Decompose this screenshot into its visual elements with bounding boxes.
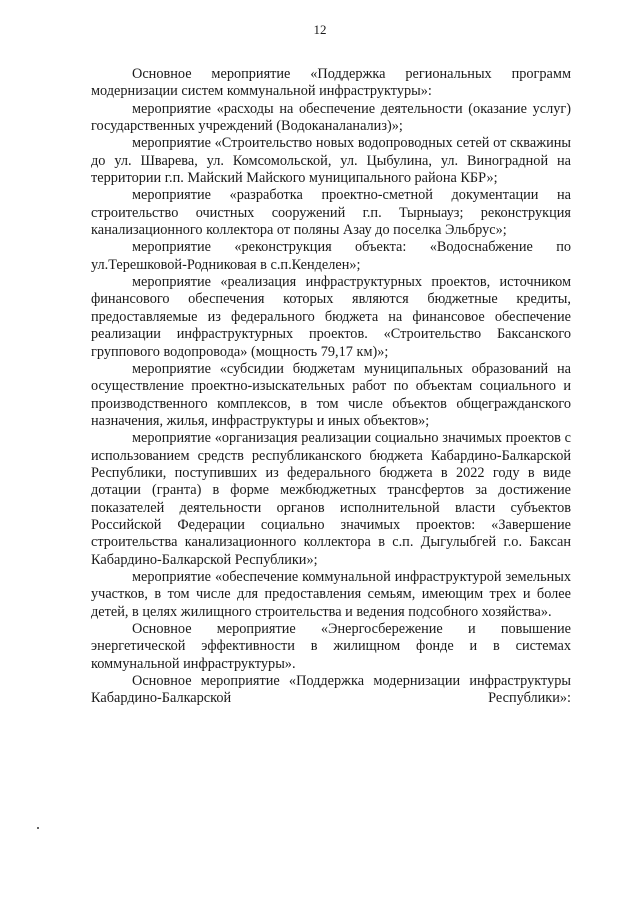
page-number: 12 [313,22,327,37]
paragraph-land-plots-infrastructure: мероприятие «обеспечение коммунальной инфраструктурой земельных участков, в том числе для предоставления семьям, имеющим трех и более детей, в целях жилищного строительства и ведения подсобного хозяйства». [91,568,571,620]
document-body [91,66,571,708]
paragraph-energy-saving: Основное мероприятие «Энергосбережение и повышение энергетической эффективности в жилищном фонде и в системах коммунальной инфраструктуры». [91,621,571,672]
paragraph-infrastructure-projects: мероприятие «реализация инфраструктурных проектов, источником финансового обеспечения которых являются бюджетные кредиты, предоставляемые из федерального бюджета на финансовое обеспечение реализации инфраструктурных проектов. «Строительство Баксанского группового водопровода» (мощность 79,17 км)»; [91,274,571,360]
paragraph-kendelen-water: мероприятие «реконструкция объекта: «Водоснабжение по ул.Терешковой-Родниковая в с.п.Кенделен»; [91,239,571,273]
paragraph-main-activity-regional-programs: Основное мероприятие «Поддержка региональных программ модернизации систем коммунальной инфраструктуры»: [91,66,571,100]
paragraph-socially-significant-projects: мероприятие «организация реализации социально значимых проектов с использованием средств республиканского бюджета Кабардино-Балкарской Республики, поступивших из федерального бюджета в 2022 году в виде дотации (гранта) в форме межбюджетных трансфертов за достижение показателей деятельности органов исполнительной власти субъектов Российской Федерации социально значимых проектов: «Завершение строительства канализационного коллектора в с.п. Дыгулыбгей г.о. Баксан Кабардино-Балкарской Республики»; [91,430,571,568]
paragraph-water-networks-maysky: мероприятие «Строительство новых водопроводных сетей от скважины до ул. Шварева, ул. Комсомольской, ул. Цыбулина, ул. Виноградной на территории г.п. Майский Майского муниципального района КБР»; [91,135,571,187]
paragraph-modernization-support: Основное мероприятие «Поддержка модернизации инфраструктуры Кабардино-Балкарской Республики»: [91,673,571,707]
scan-speck [37,827,39,829]
paragraph-tyrnyauz-design: мероприятие «разработка проектно-сметной документации на строительство очистных сооружений г.п. Тырныауз; реконструкция канализационного коллектора от поляны Азау до поселка Эльбрус»; [91,187,571,239]
paragraph-municipal-subsidies: мероприятие «субсидии бюджетам муниципальных образований на осуществление проектно-изыскательных работ по объектам социального и производственного комплексов, в том числе объектов общегражданского назначения, жилья, инфраструктуры и иных объектов»; [91,360,571,429]
paragraph-vodokanalanaliz: мероприятие «расходы на обеспечение деятельности (оказание услуг) государственных учреждений (Водоканаланализ)»; [91,100,571,135]
